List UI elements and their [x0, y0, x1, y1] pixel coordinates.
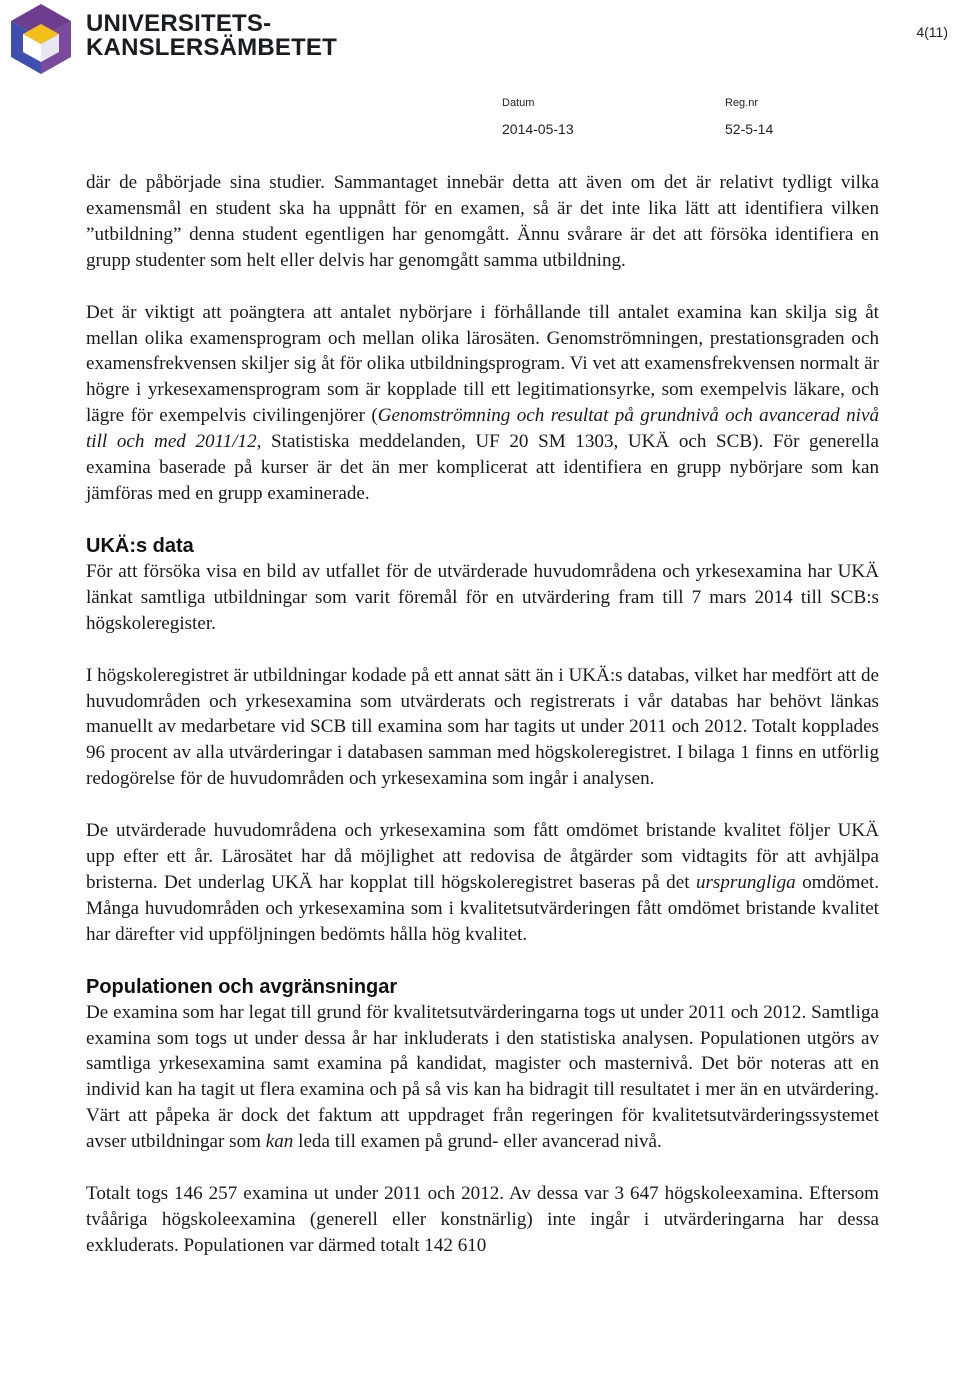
paragraph-5-text-a: De utvärderade huvudområdena och yrkesexamina som fått omdömet bristande kvalitet följer UKÄ upp efter ett år. Lärosätet har då möjlighet att redovisa de åtgärder som vidtagits för att avhjälpa bristerna. Det underlag UKÄ har kopplat till högskoleregistret baseras på det [86, 820, 879, 893]
page-number: 4(11) [916, 24, 948, 40]
brand-line-2: KANSLERSÄMBETET [86, 34, 338, 61]
date-value: 2014-05-13 [502, 121, 574, 137]
paragraph-6-text-a: De examina som har legat till grund för kvalitetsutvärderingarna togs ut under 2011 och 2012. Samtliga examina som togs ut under dessa år har inkluderats i den statistiska analysen. Populationen utgörs av samtliga yrkesexamina samt examina på kandidat, magister och masternivå. Det bör noteras att en individ kan ha tagit ut flera examina och på så vis kan ha bidragit till resultatet i mer än en utvärdering. Värt att påpeka är dock det faktum att uppdraget från regeringen för kvalitetsutvärderingssystemet avser utbildningar som [86, 1001, 879, 1153]
paragraph-2-publication-title: Genomströmning och resultat på grundnivå och avancerad nivå till och med 2011/12 [86, 405, 880, 453]
reg-block [725, 96, 773, 138]
paragraph-1: där de påbörjade sina studier. Sammantaget innebär detta att även om det är relativt tydligt vilka examensmål en student ska ha uppnått för en examen, så är det inte lika lätt att identifiera vilken ”utbildning” denna student egentligen har genomgått. Ännu svårare är det att försöka identifiera en grupp studenter som helt eller delvis har genomgått samma utbildning. [86, 172, 879, 271]
reg-value: 52-5-14 [725, 121, 774, 137]
brand-line-1: UNIVERSITETS- [86, 10, 272, 37]
date-block [502, 96, 574, 138]
date-label: Datum [502, 97, 535, 109]
brand-name [86, 12, 337, 60]
paragraph-2 [86, 300, 879, 507]
paragraph-3: För att försöka visa en bild av utfallet för de utvärderade huvudområdena och yrkesexamina har UKÄ länkat samtliga utbildningar som varit föremål för en utvärdering fram till 7 mars 2014 till SCB:s högskoleregister. [86, 560, 879, 634]
uka-logo-icon [8, 2, 74, 76]
document-body [86, 170, 879, 1285]
paragraph-5-text-b: omdömet. Många huvudområden och yrkesexamina som i kvalitetsutvärderingen fått omdömet bristande kvalitet har därefter vid uppföljningen bedömts hålla hög kvalitet. [86, 871, 879, 945]
paragraph-4: I högskoleregistret är utbildningar kodade på ett annat sätt än i UKÄ:s databas, vilket har medfört att de huvudområden och yrkesexamina som utvärderats och registrerats i vår databas har behövt länkas manuellt av medarbetare vid SCB till examina som har tagits ut under 2011 och 2012. Totalt kopplades 96 procent av alla utvärderingar i databasen samman med högskoleregistret. I bilaga 1 finns en utförlig redogörelse för de huvudområden och yrkesexamina som ingår i analysen. [86, 664, 879, 790]
paragraph-2-text-b: , Statistiska meddelanden, UF 20 SM 1303, UKÄ och SCB). För generella examina baserade på kurser är det än mer komplicerat att identifiera en grupp nybörjare som kan jämföras med en grupp examinerade. [86, 431, 880, 504]
paragraph-2-text-a: Det är viktigt att poängtera att antalet nybörjare i förhållande till antalet examina kan skilja sig åt mellan olika examensprogram och mellan olika lärosäten. Genomströmningen, prestationsgraden och examensfrekvensen skiljer sig åt för olika utbildningsprogram. Vi vet att examensfrekvensen normalt är högre i yrkesexamensprogram som är kopplade till ett legitimationsyrke, som exempelvis läkare, och lägre för exempelvis civilingenjörer ( [86, 301, 879, 427]
paragraph-6-text-b: leda till examen på grund- eller avancerad nivå. [293, 1131, 662, 1153]
paragraph-5 [86, 818, 879, 948]
heading-population: Populationen och avgränsningar [86, 975, 398, 998]
heading-uka-data: UKÄ:s data [86, 534, 194, 557]
paragraph-6-emphasis: kan [265, 1131, 294, 1153]
paragraph-6 [86, 1000, 879, 1155]
paragraph-7: Totalt togs 146 257 examina ut under 2011 och 2012. Av dessa var 3 647 högskoleexamina. Eftersom tvååriga högskoleexamina (generell eller konstnärlig) inte ingår i utvärderingarna har dessa exkluderats. Populationen var därmed totalt 142 610 [86, 1183, 879, 1256]
paragraph-5-emphasis: ursprungliga [695, 871, 796, 893]
reg-label: Reg.nr [725, 97, 759, 109]
